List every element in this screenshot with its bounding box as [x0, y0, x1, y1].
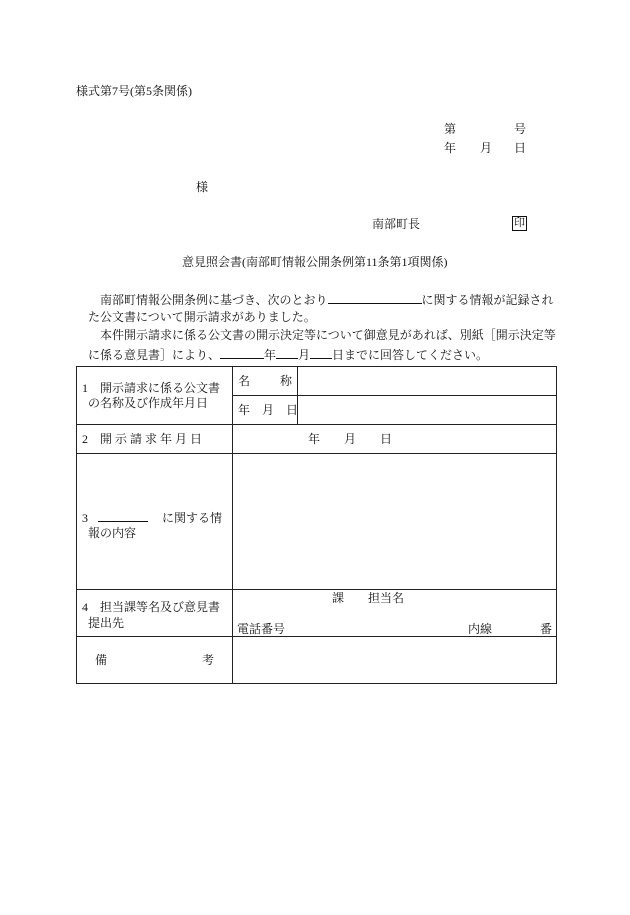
row2-year: 年: [308, 432, 321, 446]
body-line-3: 本件開示請求に係る公文書の開示決定等について御意見があれば、別紙［開示決定等: [100, 328, 556, 342]
blank-subject: [328, 292, 422, 304]
row5-label: 備: [95, 653, 108, 667]
seal-mark: 印: [514, 217, 525, 229]
row3-label: [82, 510, 222, 525]
text: 月: [298, 348, 311, 362]
blank-month: [276, 347, 298, 359]
text: に関する情報が記録され: [421, 293, 554, 307]
row2-label: 2 開 示 請 求 年 月 日: [82, 432, 203, 446]
blank-day: [310, 347, 332, 359]
number-dai: 第: [444, 122, 457, 136]
row4-label: 4 担当課等名及び意見書: [82, 600, 221, 614]
row4-label: 提出先: [88, 616, 125, 630]
blank-info: [98, 510, 148, 522]
row2-day: 日: [380, 432, 393, 446]
recipient-suffix: 様: [196, 180, 209, 194]
text: 日までに回答してください。: [332, 348, 489, 362]
body-line-1: [100, 292, 554, 307]
row1-label: 1 開示請求に係る公文書: [82, 381, 221, 395]
document-title: 意見照会書(南部町情報公開条例第11条第1項関係): [182, 255, 448, 269]
row1-date-label: 年 月 日: [238, 403, 299, 417]
row4-person: 担当名: [368, 591, 405, 605]
row1-name-label: 称: [280, 374, 293, 388]
row1-label: の名称及び作成年月日: [88, 396, 209, 410]
sender: 南部町長: [372, 217, 421, 231]
text: 南部町情報公開条例に基づき、次のとおり: [100, 293, 328, 307]
date-year: 年: [444, 141, 457, 155]
row1-name-label: 名: [238, 374, 251, 388]
row4-section: 課: [332, 591, 345, 605]
row4-ban: 番: [540, 622, 553, 636]
number-go: 号: [514, 122, 527, 136]
row2-month: 月: [344, 432, 357, 446]
text: 年: [264, 348, 277, 362]
body-line-4: [88, 347, 488, 362]
date-month: 月: [480, 141, 493, 155]
row4-tel: 電話番号: [237, 622, 286, 636]
form-label: 様式第7号(第5条関係): [76, 84, 192, 98]
date-day: 日: [514, 141, 527, 155]
text: に関する情: [162, 511, 223, 525]
text: 3: [82, 511, 88, 525]
blank-year: [220, 347, 264, 359]
row4-extension: 内線: [468, 622, 493, 636]
text: に係る意見書］により、: [88, 348, 221, 362]
body-line-2: た公文書について開示請求がありました。: [88, 310, 316, 324]
row5-label: 考: [202, 653, 215, 667]
row3-label: 報の内容: [88, 526, 137, 540]
